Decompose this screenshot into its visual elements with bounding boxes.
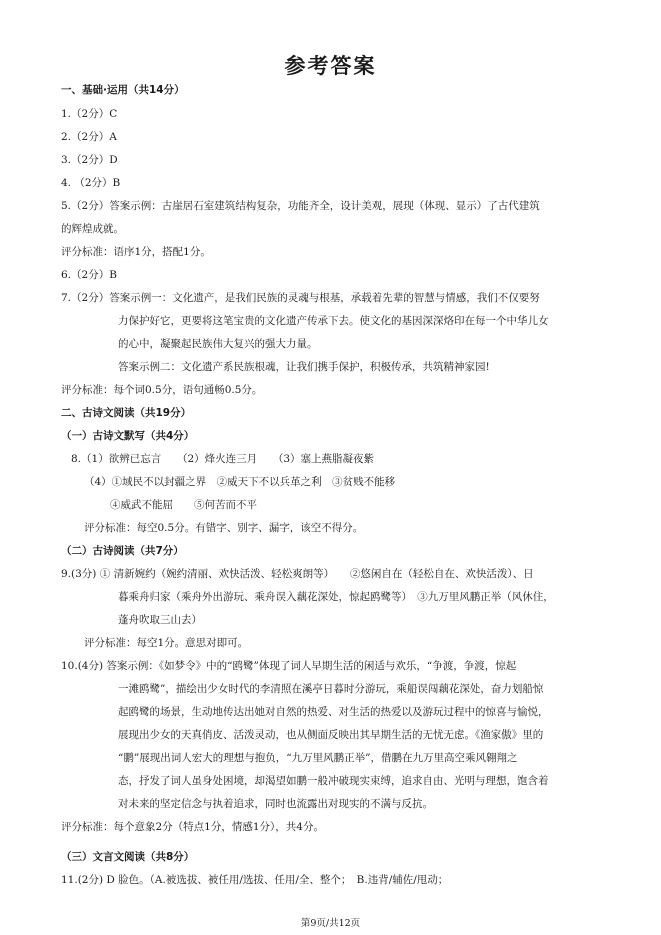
answer-line: 答案示例二：文化遗产系民族根魂，让我们携手保护，积极传承，共筑精神家园! bbox=[118, 361, 490, 373]
subsection-heading: （二）古诗阅读（共7分） bbox=[61, 545, 184, 557]
answer-line: 的辉煌成就。 bbox=[61, 223, 124, 235]
answer-line: 6.（2分）B bbox=[61, 269, 117, 281]
scoring-line: 评分标准：每个词0.5分，语句通畅0.5分。 bbox=[61, 384, 263, 396]
section-heading-1: 一、基础·运用（共14分） bbox=[61, 84, 185, 96]
answer-line: 2.（2分）A bbox=[61, 131, 117, 143]
answer-line: 的心中，凝聚起民族伟大复兴的强大力量。 bbox=[118, 338, 318, 350]
page-title: 参考答案 bbox=[284, 54, 377, 78]
answer-line: 3.（2分）D bbox=[61, 154, 118, 166]
answer-line: 展现出少女的天真俏皮、活泼灵动，也从侧面反映出其早期生活的无忧无虑。《渔家傲》里的 bbox=[118, 729, 544, 741]
answer-line: 力保护好它，更要将这笔宝贵的文化遗产传承下去。使文化的基因深深烙印在每一个中华儿女 bbox=[118, 315, 549, 327]
answer-line: 1.（2分）C bbox=[61, 108, 118, 120]
answer-line: 11.(2分) D 脸色。（A.被选拔、被任用/选拔、任用/全、整个； B.违背/辅佐/甩动； bbox=[61, 874, 449, 886]
scoring-line: 评分标准：语序1分，搭配1分。 bbox=[61, 246, 211, 258]
answer-line: 4. （2分）B bbox=[61, 177, 121, 189]
answer-line: （4）①域民不以封疆之界 ②威天下不以兵革之利 ③贫贱不能移 bbox=[84, 476, 396, 488]
scoring-line: 评分标准：每个意象2分（特点1分，情感1分），共4分。 bbox=[61, 821, 324, 833]
subsection-heading: （一）古诗文默写（共4分） bbox=[61, 430, 195, 442]
scoring-line: 评分标准：每空0.5分。有错字、别字、漏字，该空不得分。 bbox=[84, 522, 364, 534]
page-footer: 第9页/共12页 bbox=[300, 918, 361, 929]
answer-line: 起鸥鹭的场景，生动地传达出她对自然的热爱、对生活的热爱以及游玩过程中的惊喜与愉悦， bbox=[118, 706, 549, 718]
answer-line: 8.（1）欲辨已忘言 （2）烽火连三月 （3）塞上燕脂凝夜紫 bbox=[71, 453, 375, 465]
answer-line: 蓬舟吹取三山去） bbox=[118, 614, 202, 626]
scoring-line: 评分标准：每空1分。意思对即可。 bbox=[84, 637, 249, 649]
answer-line: 态，抒发了词人虽身处困境，却渴望如鹏一般冲破现实束缚，追求自由、光明与理想，饱含着 bbox=[118, 775, 549, 787]
answer-line: 10.(4分) 答案示例：《如梦令》中的“鸥鹭”体现了词人早期生活的闲适与欢乐，“争渡，争渡，惊起 bbox=[61, 660, 517, 672]
answer-line: “鹏”展现出词人宏大的理想与抱负，“九万里风鹏正举”，借鹏在九万里高空乘风翱翔之 bbox=[118, 752, 518, 764]
answer-line: ④威武不能屈 ⑤何苦而不平 bbox=[110, 499, 257, 511]
answer-line: 9.(3分) ① 清新婉约（婉约清丽、欢快活泼、轻松爽朗等） ②悠闲自在（轻松自在、欢快活泼）、日 bbox=[61, 568, 534, 580]
answer-line: 对未来的坚定信念与执着追求，同时也流露出对现实的不满与反抗。 bbox=[118, 798, 433, 810]
answer-line: 5.（2分）答案示例：古崖居石室建筑结构复杂，功能齐全，设计美观，展现（体现、显示）了古代建筑 bbox=[61, 200, 540, 212]
subsection-heading: （三）文言文阅读（共8分） bbox=[61, 851, 195, 863]
section-heading-2: 二、古诗文阅读（共19分） bbox=[61, 407, 192, 419]
answer-line: 7.（2分）答案示例一：文化遗产，是我们民族的灵魂与根基，承载着先辈的智慧与情感，我们不仅要努 bbox=[61, 292, 540, 304]
answer-line: 暮乘舟归家（乘舟外出游玩、乘舟误入藕花深处，惊起鸥鹭等） ③九万里风鹏正举（风休住， bbox=[118, 591, 554, 603]
answer-line: 一滩鸥鹭”，描绘出少女时代的李清照在溪亭日暮时分游玩，乘船误闯藕花深处，奋力划船惊 bbox=[118, 683, 544, 695]
